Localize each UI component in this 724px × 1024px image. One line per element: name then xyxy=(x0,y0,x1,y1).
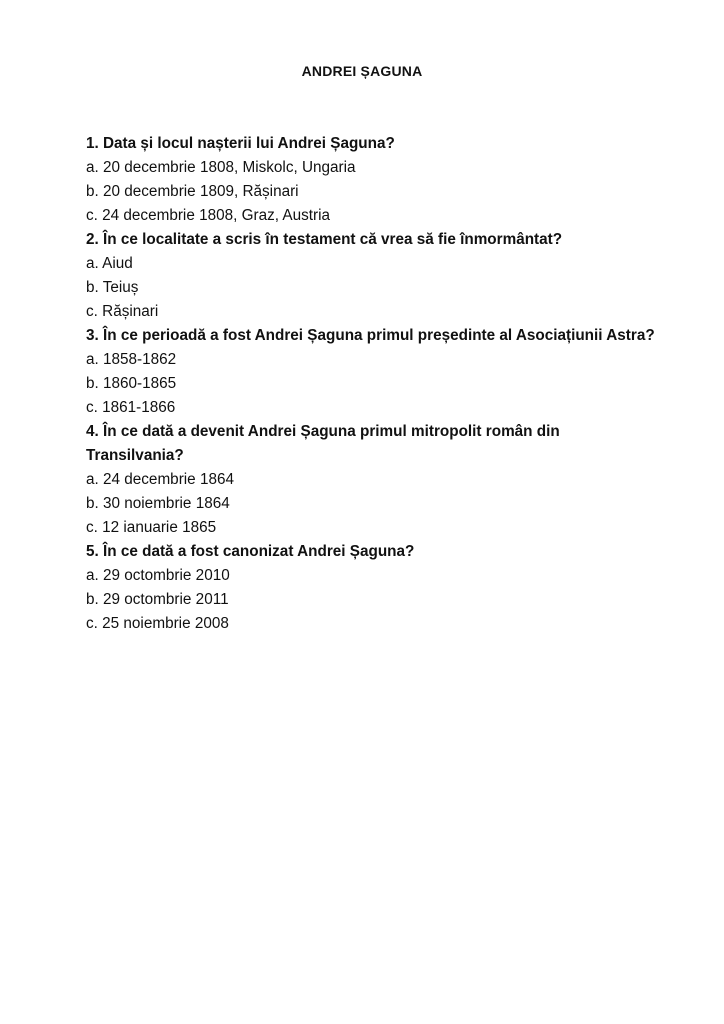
answer-option-c: c. Rășinari xyxy=(86,303,159,320)
answer-option-a: a. 1858-1862 xyxy=(86,351,177,368)
question-text: 4. În ce dată a devenit Andrei Șaguna primul mitropolit român din Transilvania? xyxy=(86,423,560,464)
question-3 xyxy=(86,324,656,420)
answer-option-c: c. 24 decembrie 1808, Graz, Austria xyxy=(86,207,331,224)
answer-option-b: b. 1860-1865 xyxy=(86,375,177,392)
question-4 xyxy=(86,420,656,540)
question-1 xyxy=(86,132,656,228)
answer-option-c: c. 1861-1866 xyxy=(86,399,176,416)
document-title: ANDREI ȘAGUNA xyxy=(301,63,423,79)
answer-options xyxy=(86,156,656,228)
answer-option-a: a. 24 decembrie 1864 xyxy=(86,471,234,488)
answer-option-a: a. Aiud xyxy=(86,255,133,272)
answer-option-b: b. Teiuș xyxy=(86,279,139,296)
question-2 xyxy=(86,228,656,324)
question-5 xyxy=(86,540,656,636)
question-text: 1. Data și locul nașterii lui Andrei Șaguna? xyxy=(86,135,395,152)
answer-options xyxy=(86,468,656,540)
answer-option-b: b. 30 noiembrie 1864 xyxy=(86,495,230,512)
answer-option-c: c. 25 noiembrie 2008 xyxy=(86,615,229,632)
quiz xyxy=(86,132,656,636)
answer-option-c: c. 12 ianuarie 1865 xyxy=(86,519,217,536)
answer-options xyxy=(86,564,656,636)
answer-option-b: b. 20 decembrie 1809, Rășinari xyxy=(86,183,299,200)
question-text: 2. În ce localitate a scris în testament că vrea să fie înmormântat? xyxy=(86,231,563,248)
answer-option-b: b. 29 octombrie 2011 xyxy=(86,591,229,608)
answer-options xyxy=(86,348,656,420)
question-text: 3. În ce perioadă a fost Andrei Șaguna primul președinte al Asociațiunii Astra? xyxy=(86,327,655,344)
answer-options xyxy=(86,252,656,324)
answer-option-a: a. 29 octombrie 2010 xyxy=(86,567,230,584)
answer-option-a: a. 20 decembrie 1808, Miskolc, Ungaria xyxy=(86,159,356,176)
question-text: 5. În ce dată a fost canonizat Andrei Șaguna? xyxy=(86,543,415,560)
